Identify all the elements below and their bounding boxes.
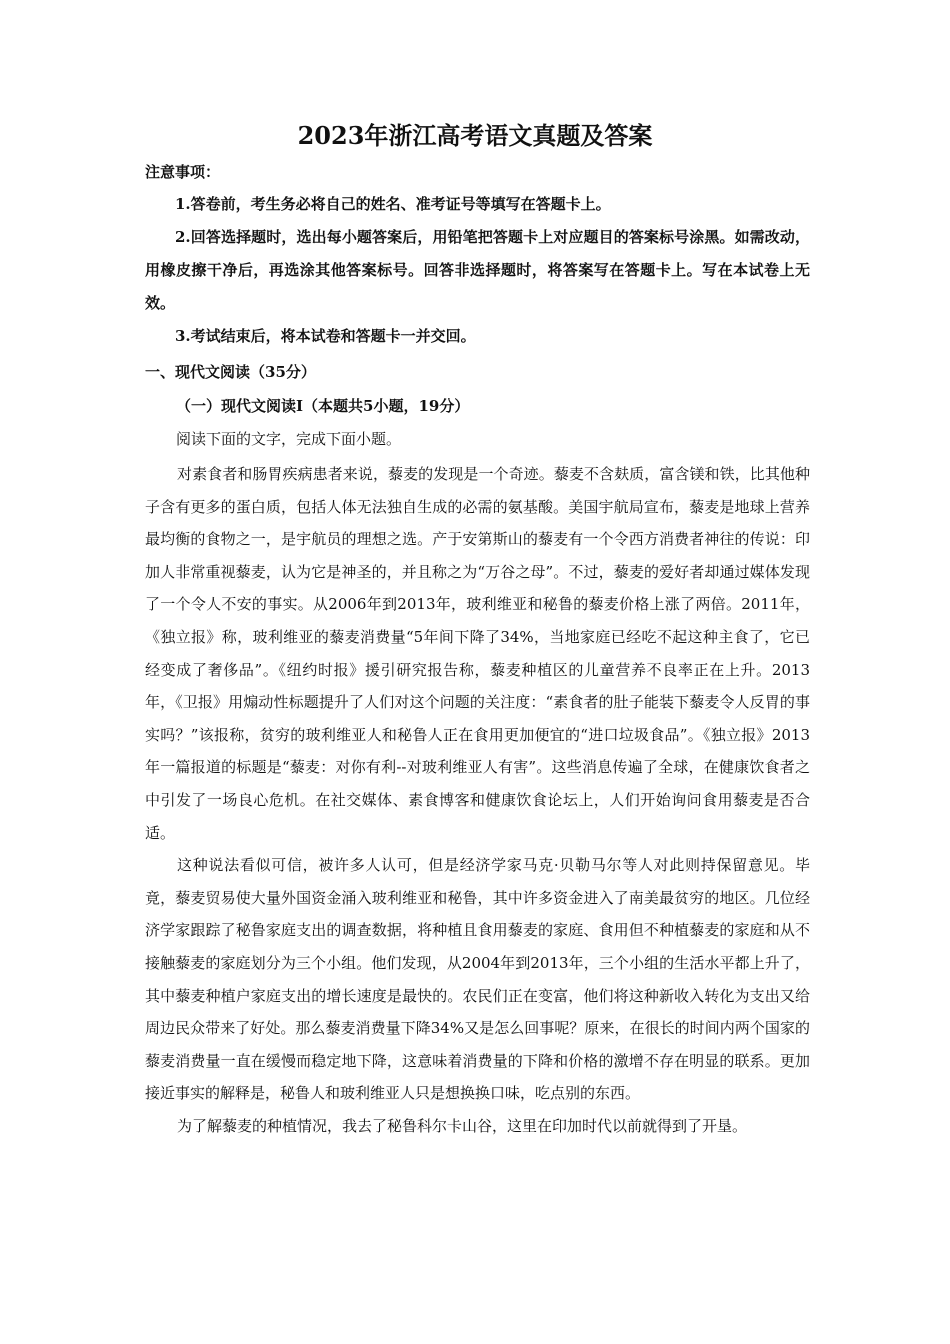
notice-item-3: 3.考试结束后，将本试卷和答题卡一并交回。 <box>175 327 476 345</box>
reading-passage <box>145 458 810 1142</box>
section-heading: 一、现代文阅读（35分） <box>145 363 316 381</box>
sub-heading: （一）现代文阅读Ⅰ（本题共5小题，19分） <box>176 397 470 415</box>
notice-item-1: 1.答卷前，考生务必将自己的姓名、准考证号等填写在答题卡上。 <box>175 195 611 213</box>
notice-heading: 注意事项： <box>145 163 221 181</box>
notice-block <box>145 162 810 353</box>
document-title: 2023年浙江高考语文真题及答案 <box>297 121 653 150</box>
passage-paragraph-2: 这种说法看似可信，被许多人认可，但是经济学家马克·贝勒马尔等人对此则持保留意见。毕竟，藜麦贸易使大量外国资金涌入玻利维亚和秘鲁，其中许多资金进入了南美最贫穷的地区。几位经济学家跟踪了秘鲁家庭支出的调查数据，将种植且食用藜麦的家庭、食用但不种植藜麦的家庭和从不接触藜麦的家庭划分为三个小组。他们发现，从2004年到2013年，三个小组的生活水平都上升了，其中藜麦种植户家庭支出的增长速度是最快的。农民们正在变富，他们将这种新收入转化为支出又给周边民众带来了好处。那么藜麦消费量下降34%又是怎么回事呢？原来，在很长的时间内两个国家的藜麦消费量一直在缓慢而稳定地下降，这意味着消费量的下降和价格的激增不存在明显的联系。更加接近事实的解释是，秘鲁人和玻利维亚人只是想换换口味，吃点别的东西。 <box>145 856 810 1103</box>
passage-paragraph-3: 为了解藜麦的种植情况，我去了秘鲁科尔卡山谷，这里在印加时代以前就得到了开垦。 <box>177 1116 748 1135</box>
notice-item-2: 2.回答选择题时，选出每小题答案后，用铅笔把答题卡上对应题目的答案标号涂黑。如需改动，用橡皮擦干净后，再选涂其他答案标号。回答非选择题时，将答案写在答题卡上。写在本试卷上无效。 <box>145 228 810 312</box>
passage-paragraph-1: 对素食者和肠胃疾病患者来说，藜麦的发现是一个奇迹。藜麦不含麸质，富含镁和铁，比其他种子含有更多的蛋白质，包括人体无法独自生成的必需的氨基酸。美国宇航局宣布，藜麦是地球上营养最均衡的食物之一，是宇航员的理想之选。产于安第斯山的藜麦有一个令西方消费者神往的传说：印加人非常重视藜麦，认为它是神圣的，并且称之为“万谷之母”。不过，藜麦的爱好者却通过媒体发现了一个令人不安的事实。从2006年到2013年，玻利维亚和秘鲁的藜麦价格上涨了两倍。2011年，《独立报》称，玻利维亚的藜麦消费量“5年间下降了34%，当地家庭已经吃不起这种主食了，它已经变成了奢侈品”。《纽约时报》援引研究报告称，藜麦种植区的儿童营养不良率正在上升。2013年，《卫报》用煽动性标题提升了人们对这个问题的关注度：“素食者的肚子能装下藜麦令人反胃的事实吗？”该报称，贫穷的玻利维亚人和秘鲁人正在食用更加便宜的“进口垃圾食品”。《独立报》2013年一篇报道的标题是“藜麦：对你有利--对玻利维亚人有害”。这些消息传遍了全球，在健康饮食者之中引发了一场良心危机。在社交媒体、素食博客和健康饮食论坛上，人们开始询问食用藜麦是否合适。 <box>145 465 810 842</box>
reading-instruction: 阅读下面的文字，完成下面小题。 <box>176 430 402 448</box>
